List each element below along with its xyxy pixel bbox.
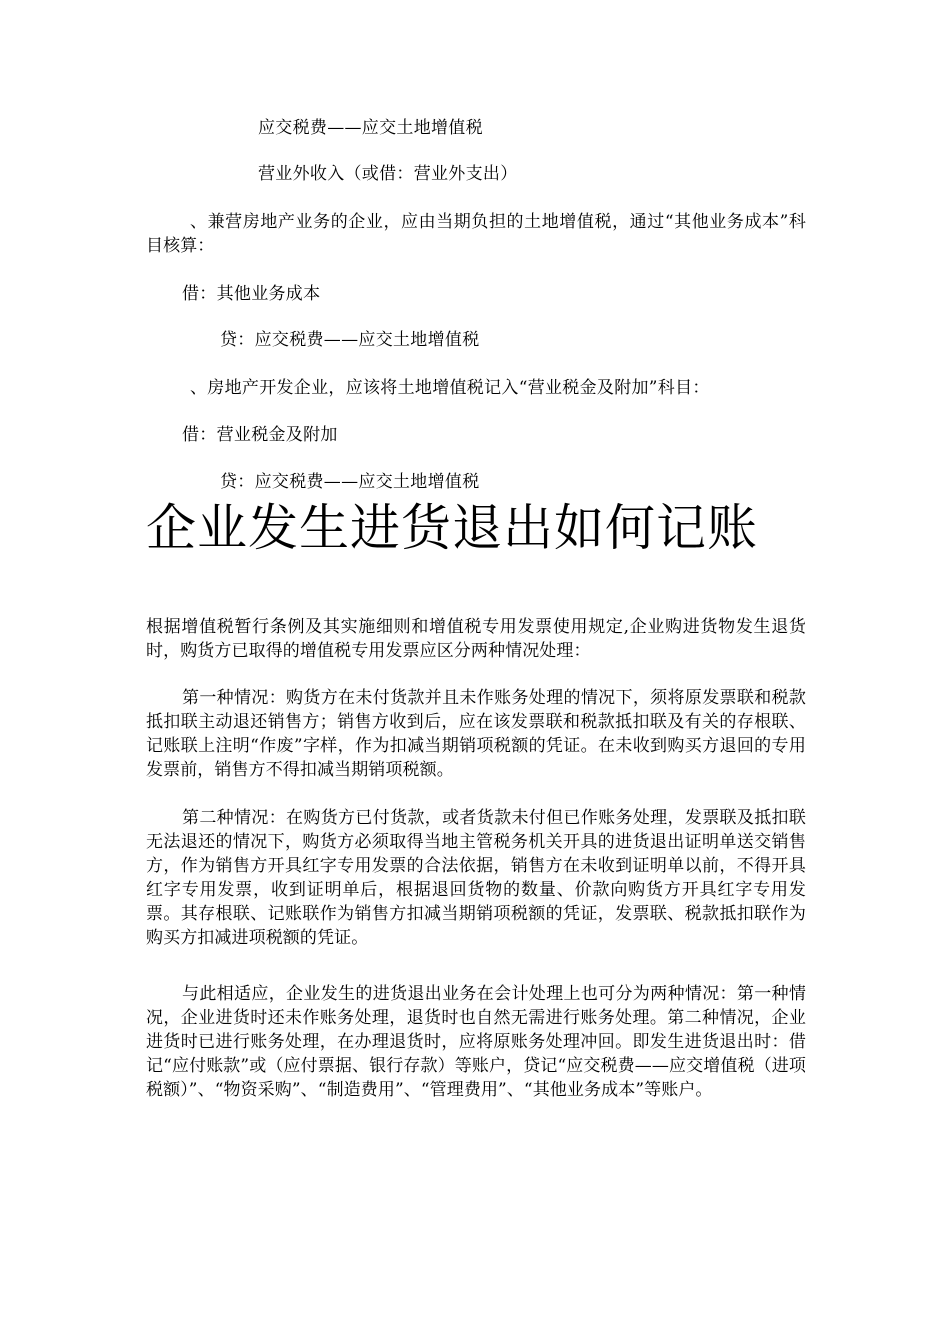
entry-credit-land-vat-2: 贷：应交税费——应交土地增值税 — [220, 330, 480, 350]
paragraph-case-two: 第二种情况：在购货方已付货款，或者货款未付但已作账务处理，发票联及抵扣联无法退还的情况下，购货方必须取得当地主管税务机关开具的进货退出证明单送交销售方，作为销售方开具红字专用发票的合法依据，销售方在未收到证明单以前，不得开具红字专用发票，收到证明单后，根据退回货物的数量、价款向购货方开具红字专用发票。其存根联、记账联作为销售方扣减当期销项税额的凭证，发票联、税款抵扣联作为购买方扣减进项税额的凭证。 — [146, 808, 806, 948]
entry-debit-other-cost: 借：其他业务成本 — [182, 284, 321, 304]
entry-debit-business-tax: 借：营业税金及附加 — [182, 425, 338, 445]
entry-credit-land-vat-3: 贷：应交税费——应交土地增值税 — [220, 472, 480, 492]
paragraph-case-one: 第一种情况：购货方在未付货款并且未作账务处理的情况下，须将原发票联和税款抵扣联主动退还销售方；销售方收到后，应在该发票联和税款抵扣联及有关的存根联、记账联上注明“作废”字样，作为扣减当期销项税额的凭证。在未收到购买方退回的专用发票前，销售方不得扣减当期销项税额。 — [146, 688, 806, 780]
entry-credit-land-vat: 应交税费——应交土地增值税 — [258, 118, 483, 138]
paragraph-concurrent-business: 、兼营房地产业务的企业，应由当期负担的土地增值税，通过“其他业务成本”科目核算： — [146, 212, 806, 256]
paragraph-accounting: 与此相适应，企业发生的进货退出业务在会计处理上也可分为两种情况：第一种情况，企业进货时还未作账务处理，退货时也自然无需进行账务处理。第二种情况，企业进货时已进行账务处理，在办理退货时，应将原账务处理冲回。即发生进货退出时：借记“应付账款”或（应付票据、银行存款）等账户，贷记“应交税费——应交增值税（进项税额）”、“物资采购”、“制造费用”、“管理费用”、“其他业务成本”等账户。 — [146, 984, 806, 1100]
paragraph-developer: 、房地产开发企业，应该将土地增值税记入“营业税金及附加”科目： — [190, 378, 710, 398]
entry-non-operating-income: 营业外收入（或借：营业外支出） — [258, 164, 518, 184]
article-title: 企业发生进货退出如何记账 — [146, 499, 758, 557]
paragraph-intro: 根据增值税暂行条例及其实施细则和增值税专用发票使用规定,企业购进货物发生退货时，购货方已取得的增值税专用发票应区分两种情况处理： — [146, 617, 806, 661]
